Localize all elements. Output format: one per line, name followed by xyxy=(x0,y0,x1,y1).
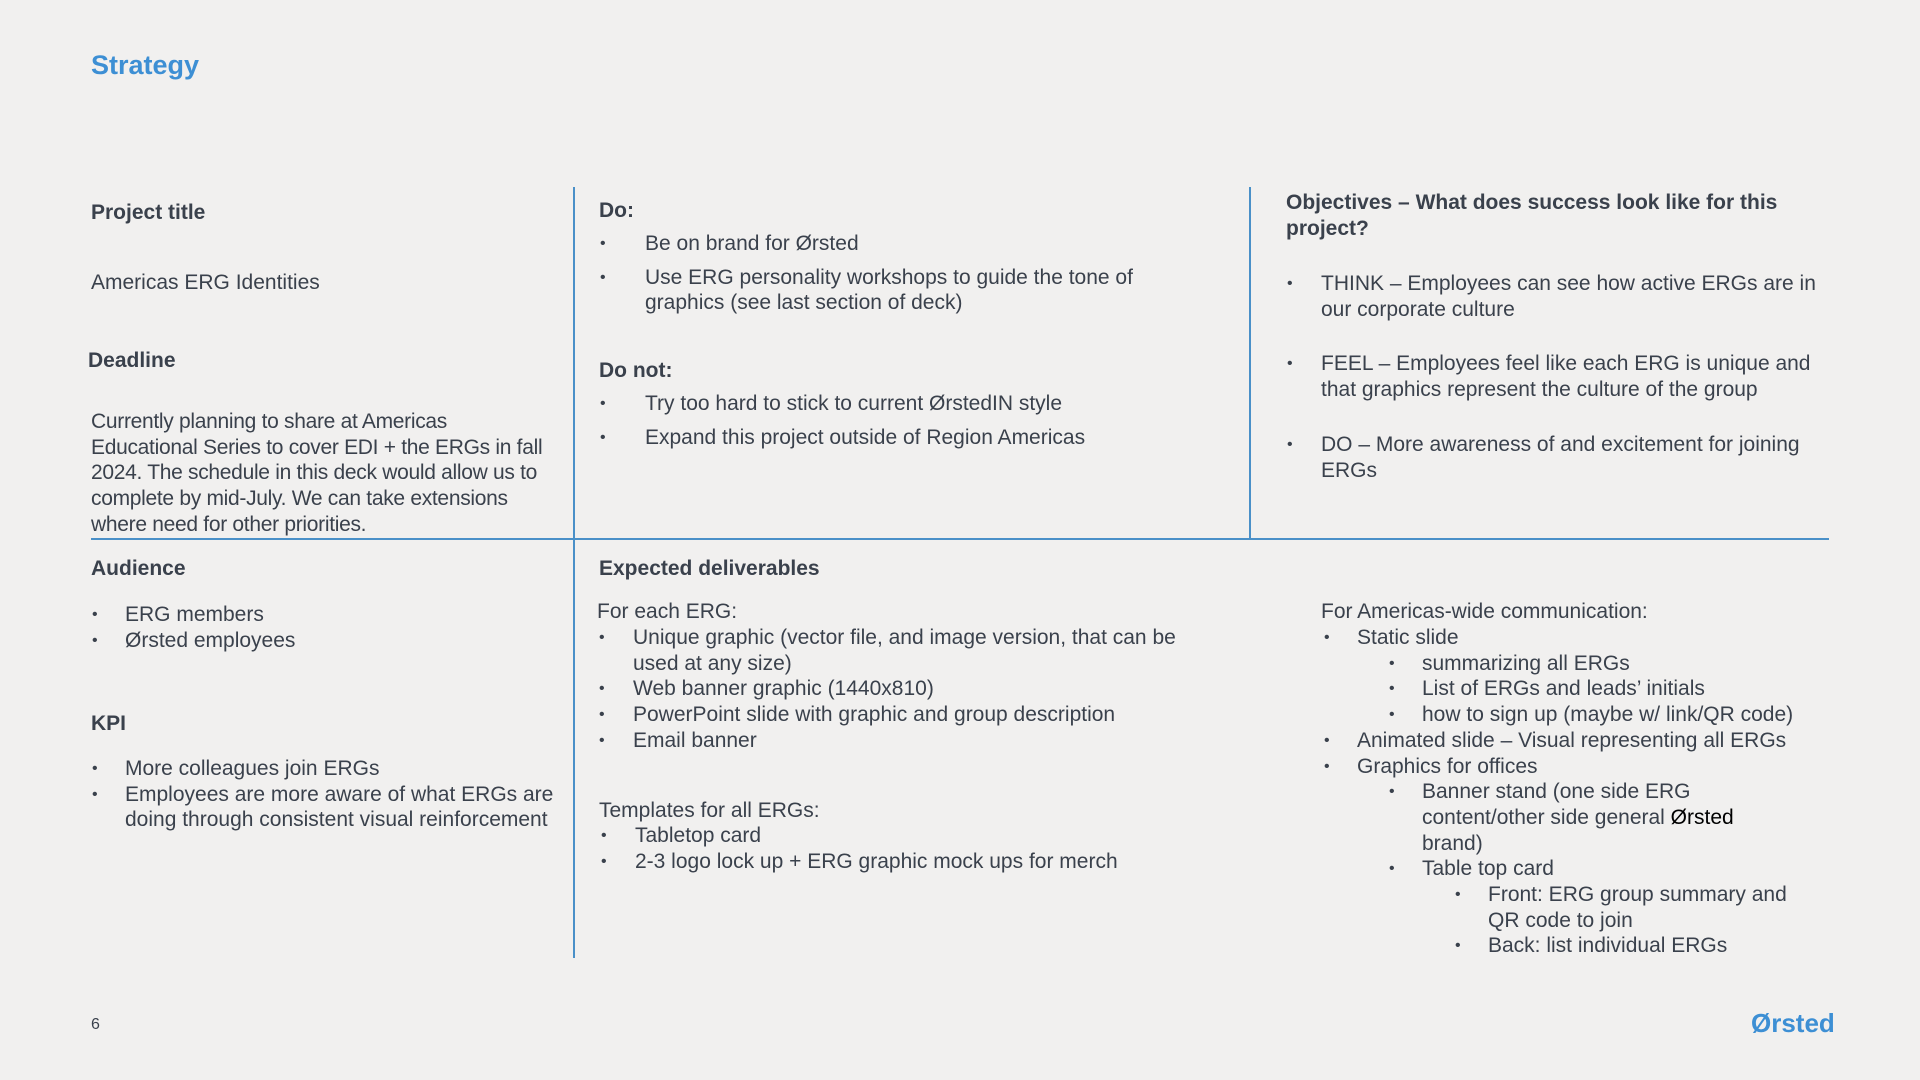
bullet-icon: • xyxy=(1324,731,1330,749)
list-item xyxy=(92,628,545,654)
list-item-text: Employees are more aware of what ERGs are doing through consistent visual reinforcement xyxy=(125,782,554,832)
bullet-icon: • xyxy=(92,606,98,623)
list-item-text: Animated slide – Visual representing all ERGs xyxy=(1357,728,1787,752)
project-title-heading: Project title xyxy=(91,201,206,224)
bullet-icon: • xyxy=(600,268,606,286)
list-item-text: THINK – Employees can see how active ERGs are in our corporate culture xyxy=(1321,272,1816,321)
bullet-icon: • xyxy=(600,235,606,252)
list-item xyxy=(1324,625,1837,651)
list-item xyxy=(601,823,1205,849)
list-item-text: Be on brand for Ørsted xyxy=(645,232,859,255)
page-title: Strategy xyxy=(91,50,200,80)
list-item-text: More colleagues join ERGs xyxy=(125,757,380,780)
deadline-heading: Deadline xyxy=(88,349,176,372)
row-divider xyxy=(91,538,1829,540)
do-list xyxy=(600,231,1185,316)
deliverables-heading: Expected deliverables xyxy=(599,557,820,580)
bullet-icon: • xyxy=(1287,275,1293,292)
list-item xyxy=(1357,779,1752,856)
bullet-icon: • xyxy=(1389,654,1395,672)
objectives-heading: Objectives – What does success look like for this project? xyxy=(1286,191,1778,240)
list-item xyxy=(1324,728,1837,754)
audience-list xyxy=(92,602,545,653)
bullet-icon: • xyxy=(600,428,606,446)
bullet-icon: • xyxy=(601,827,607,844)
list-item xyxy=(92,602,545,628)
bullet-icon: • xyxy=(599,680,605,698)
bullet-icon: • xyxy=(92,760,98,777)
do-not-list xyxy=(600,391,1205,450)
column-divider xyxy=(573,187,575,958)
list-item xyxy=(601,849,1205,875)
bullet-icon: • xyxy=(600,395,606,412)
list-item-text: summarizing all ERGs xyxy=(1422,651,1630,675)
bullet-icon: • xyxy=(1287,355,1293,373)
bullet-icon: • xyxy=(601,852,607,870)
bullet-icon: • xyxy=(1287,435,1293,453)
list-item xyxy=(599,728,1203,754)
page-number: 6 xyxy=(91,1016,100,1033)
list-item-text: Try too hard to stick to current ØrstedIN style xyxy=(645,392,1063,415)
list-item-text: Expand this project outside of Region Americas xyxy=(645,425,1086,449)
bullet-icon: • xyxy=(599,731,605,749)
audience-heading: Audience xyxy=(91,557,186,580)
list-item-text: 2-3 logo lock up + ERG graphic mock ups for merch xyxy=(635,849,1118,873)
list-item xyxy=(1357,856,1837,882)
bullet-icon: • xyxy=(599,629,605,646)
deadline-text: Currently planning to share at Americas Educational Series to cover EDI + the ERGs in fall 2024. The schedule in this deck would allow us to complete by mid-July. We can take extensions where need for other priorities. xyxy=(91,410,543,536)
list-item-text: Banner stand (one side ERG content/other side general xyxy=(1422,780,1691,829)
do-heading: Do: xyxy=(599,199,634,222)
list-item xyxy=(92,756,560,782)
list-item-text: Web banner graphic (1440x810) xyxy=(633,677,934,701)
bullet-icon: • xyxy=(1389,860,1395,878)
list-item xyxy=(599,702,1203,728)
list-item xyxy=(1357,933,1837,959)
americas-list xyxy=(1324,625,1837,959)
bullet-icon: • xyxy=(1455,886,1461,904)
list-item xyxy=(599,625,1203,676)
bullet-icon: • xyxy=(1389,680,1395,698)
bullet-icon: • xyxy=(92,631,98,649)
list-item xyxy=(599,676,1203,702)
list-item xyxy=(1357,676,1837,702)
americas-label: For Americas-wide communication: xyxy=(1321,600,1648,623)
list-item-text: Unique graphic (vector file, and image version, that can be used at any size) xyxy=(633,626,1176,675)
bullet-icon: • xyxy=(1324,757,1330,775)
list-item xyxy=(1287,351,1826,402)
each-erg-list xyxy=(599,625,1203,754)
list-item-text: Static slide xyxy=(1357,626,1459,649)
list-item-text: how to sign up (maybe w/ link/QR code) xyxy=(1422,703,1794,727)
list-item-text: Table top card xyxy=(1422,857,1554,881)
list-item-text: Front: ERG group summary and QR code to join xyxy=(1488,883,1787,932)
list-item xyxy=(600,231,1185,257)
bullet-icon: • xyxy=(1389,783,1395,801)
bullet-icon: • xyxy=(599,706,605,724)
brand-name: Ørsted xyxy=(1670,805,1734,829)
list-item-text: Graphics for offices xyxy=(1357,754,1538,778)
templates-label: Templates for all ERGs: xyxy=(599,799,820,822)
list-item-text: List of ERGs and leads’ initials xyxy=(1422,677,1705,701)
project-title-value: Americas ERG Identities xyxy=(91,271,320,294)
templates-list xyxy=(601,823,1205,874)
each-erg-label: For each ERG: xyxy=(597,600,738,623)
kpi-heading: KPI xyxy=(91,712,127,735)
list-item xyxy=(1357,651,1837,677)
list-item-text: Email banner xyxy=(633,728,757,752)
list-item xyxy=(1357,702,1837,728)
orsted-logo: Ørsted xyxy=(1751,1008,1835,1038)
list-item xyxy=(600,425,1205,451)
list-item-text: DO – More awareness of and excitement for joining ERGs xyxy=(1321,432,1800,482)
list-item xyxy=(1287,432,1826,483)
do-not-heading: Do not: xyxy=(599,359,673,382)
list-item xyxy=(92,782,560,833)
list-item xyxy=(600,265,1185,316)
list-item xyxy=(600,391,1205,417)
list-item-text: ERG members xyxy=(125,603,264,626)
column-divider xyxy=(1249,187,1251,539)
list-item-text: Ørsted employees xyxy=(125,628,296,652)
list-item xyxy=(1287,271,1826,322)
bullet-icon: • xyxy=(1389,706,1395,724)
list-item-text: PowerPoint slide with graphic and group description xyxy=(633,703,1116,727)
list-item xyxy=(1324,754,1837,780)
list-item-text: Tabletop card xyxy=(635,824,762,847)
list-item-text: FEEL – Employees feel like each ERG is unique and that graphics represent the culture of the group xyxy=(1321,352,1811,402)
list-item-text: Back: list individual ERGs xyxy=(1488,934,1728,958)
bullet-icon: • xyxy=(92,785,98,803)
list-item-text: brand) xyxy=(1422,831,1483,855)
objectives-list xyxy=(1287,271,1826,483)
kpi-list xyxy=(92,756,560,833)
bullet-icon: • xyxy=(1455,937,1461,955)
bullet-icon: • xyxy=(1324,629,1330,646)
list-item xyxy=(1357,882,1818,933)
list-item-text: Use ERG personality workshops to guide the tone of graphics (see last section of deck) xyxy=(645,265,1133,315)
